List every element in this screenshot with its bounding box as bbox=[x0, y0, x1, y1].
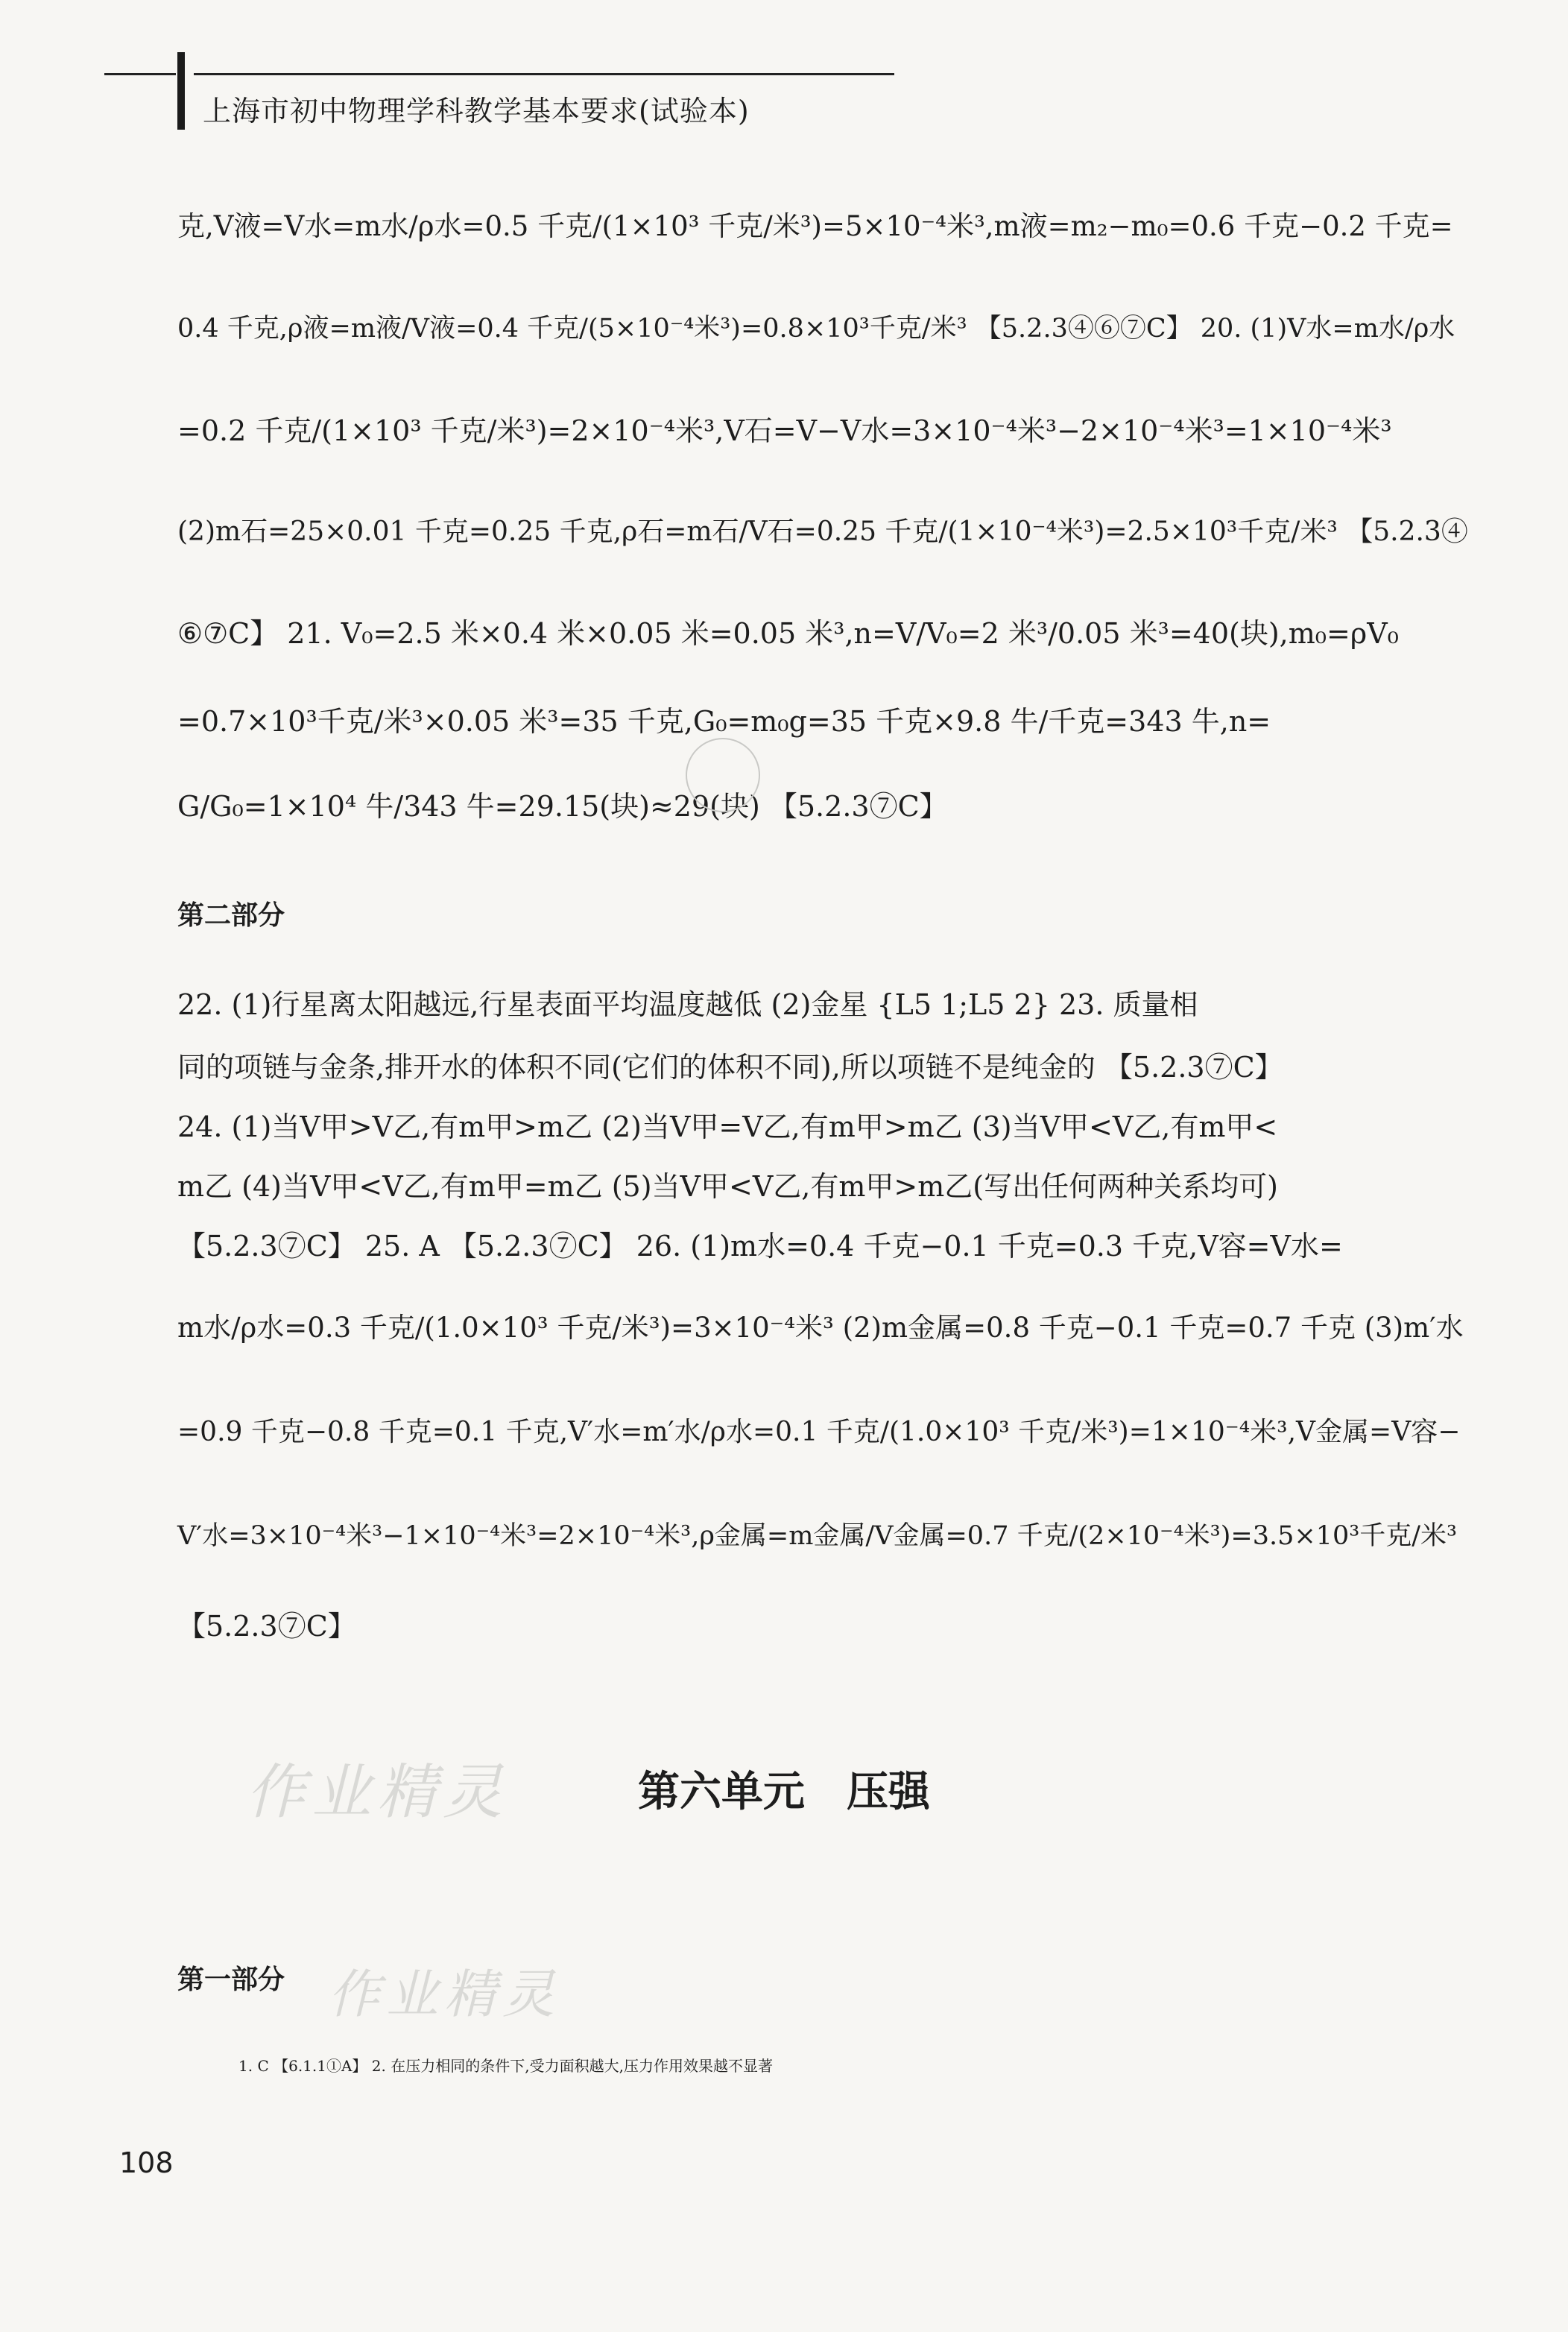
section-heading-part1: 第一部分 bbox=[177, 1965, 285, 1995]
header-rule-left bbox=[104, 73, 176, 75]
page-number: 108 bbox=[119, 2146, 174, 2179]
watermark-2: 作业精灵 bbox=[328, 1964, 560, 2025]
body-line-2: 0.4 千克,ρ液=m液/V液=0.4 千克/(5×10⁻⁴米³)=0.8×10³千克/米³ 【5.2.3④⑥⑦C】 20. (1)V水=m水/ρ水 bbox=[177, 314, 1455, 344]
stamp-mark bbox=[686, 738, 760, 812]
section-heading-part2: 第二部分 bbox=[177, 900, 285, 931]
body-line-7: G/G₀=1×10⁴ 牛/343 牛=29.15(块)≈29(块) 【5.2.3⑦C】 bbox=[177, 790, 948, 823]
unit-title: 第六单元 压强 bbox=[638, 1768, 930, 1816]
body-line-3: =0.2 千克/(1×10³ 千克/米³)=2×10⁻⁴米³,V石=V−V水=3×10⁻⁴米³−2×10⁻⁴米³=1×10⁻⁴米³ bbox=[177, 414, 1392, 447]
body-line-6: =0.7×10³千克/米³×0.05 米³=35 千克,G₀=m₀g=35 千克×9.8 牛/千克=343 牛,n= bbox=[177, 705, 1271, 738]
section2-line-2: 同的项链与金条,排开水的体积不同(它们的体积不同),所以项链不是纯金的 【5.2.3⑦C】 bbox=[177, 1051, 1283, 1084]
section2-line-6: m水/ρ水=0.3 千克/(1.0×10³ 千克/米³)=3×10⁻⁴米³ (2)m金属=0.8 千克−0.1 千克=0.7 千克 (3)m′水 bbox=[177, 1312, 1464, 1344]
section1-line-1: 1. C 【6.1.1①A】 2. 在压力相同的条件下,受力面积越大,压力作用效果越不显著 bbox=[238, 2057, 773, 2075]
header-rule bbox=[194, 73, 894, 75]
body-line-5: ⑥⑦C】 21. V₀=2.5 米×0.4 米×0.05 米=0.05 米³,n=V/V₀=2 米³/0.05 米³=40(块),m₀=ρV₀ bbox=[177, 617, 1399, 650]
section2-line-9: 【5.2.3⑦C】 bbox=[177, 1610, 356, 1643]
body-line-4: (2)m石=25×0.01 千克=0.25 千克,ρ石=m石/V石=0.25 千克/(1×10⁻⁴米³)=2.5×10³千克/米³ 【5.2.3④ bbox=[177, 516, 1468, 547]
section2-line-3: 24. (1)当V甲>V乙,有m甲>m乙 (2)当V甲=V乙,有m甲>m乙 (3)当V甲<V乙,有m甲< bbox=[177, 1110, 1278, 1143]
running-header-title: 上海市初中物理学科教学基本要求(试验本) bbox=[203, 95, 750, 127]
section2-line-4: m乙 (4)当V甲<V乙,有m甲=m乙 (5)当V甲<V乙,有m甲>m乙(写出任何两种关系均可) bbox=[177, 1170, 1278, 1203]
section2-line-5: 【5.2.3⑦C】 25. A 【5.2.3⑦C】 26. (1)m水=0.4 千克−0.1 千克=0.3 千克,V容=V水= bbox=[177, 1230, 1343, 1263]
body-line-1: 克,V液=V水=m水/ρ水=0.5 千克/(1×10³ 千克/米³)=5×10⁻⁴米³,m液=m₂−m₀=0.6 千克−0.2 千克= bbox=[177, 210, 1453, 242]
watermark-1: 作业精灵 bbox=[246, 1757, 508, 1827]
section2-line-8: V′水=3×10⁻⁴米³−1×10⁻⁴米³=2×10⁻⁴米³,ρ金属=m金属/V金属=0.7 千克/(2×10⁻⁴米³)=3.5×10³千克/米³ bbox=[177, 1521, 1458, 1551]
header-vertical-bar bbox=[177, 52, 185, 130]
section2-line-7: =0.9 千克−0.8 千克=0.1 千克,V′水=m′水/ρ水=0.1 千克/(1.0×10³ 千克/米³)=1×10⁻⁴米³,V金属=V容− bbox=[177, 1417, 1461, 1447]
section2-line-1: 22. (1)行星离太阳越远,行星表面平均温度越低 (2)金星 {L5 1;L5 2} 23. 质量相 bbox=[177, 988, 1198, 1021]
